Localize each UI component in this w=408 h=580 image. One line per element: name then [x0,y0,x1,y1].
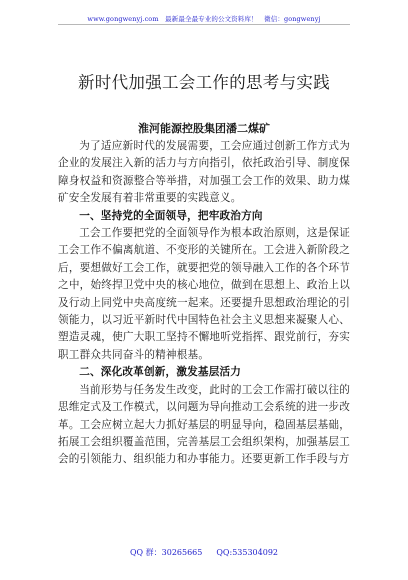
document-author: 淮河能源控股集团潘二煤矿 [138,122,270,135]
footer-qq-group: QQ 群：30265665 [129,548,203,557]
intro-paragraph: 为了适应新时代的发展需要，工会应通过创新工作方式为企业的发展注入新的活力与方向指引，依托政治引导、制度保障身权益和资源整合等举措，对加强工会工作的效果、助力煤矿安全发展有着非常重要的实践意义。 [58,140,350,205]
section-heading-1: 一、坚持党的全面领导，把牢政治方向 [79,209,263,222]
header-divider [58,24,350,25]
section-paragraph-1: 工会工作要把党的全面领导作为根本政治原则，这是保证工会工作不偏离航道、不变形的关键所在。工会进入新阶段之后，要想做好工会工作，就要把党的领导融入工作的各个环节之中，始终捍卫党中央的核心地位，做到在思想上、政治上以及行动上同党中央高度统一起来。还要提升思想政治理论的引领能力，以习近平新时代中国特色社会主义思想来凝聚人心、塑造灵魂，使广大职工坚持不懈地听党指挥、跟党前行，夯实职工群众共同奋斗的精神根基。 [58,227,350,361]
page-footer [0,547,408,558]
page-header: www.gongwenyj.com 最新最全最专业的公文资料库！ 微信：gongwenyj [87,15,321,23]
document-body [58,138,350,469]
section-heading-2: 二、深化改革创新，激发基层活力 [79,366,242,379]
document-title: 新时代加强工会工作的思考与实践 [78,73,330,92]
footer-qq: QQ:535304092 [216,548,278,557]
section-paragraph-2: 当前形势与任务发生改变，此时的工会工作需打破以往的思维定式及工作模式，以问题为导向推动工会系统的进一步改革。工会应树立起大力抓好基层的明显导向，稳固基层基础，拓展工会组织覆盖范围，完善基层工会组织架构，加强基层工会的引领能力、组织能力和办事能力。还要更新工作手段与方 [58,383,350,466]
